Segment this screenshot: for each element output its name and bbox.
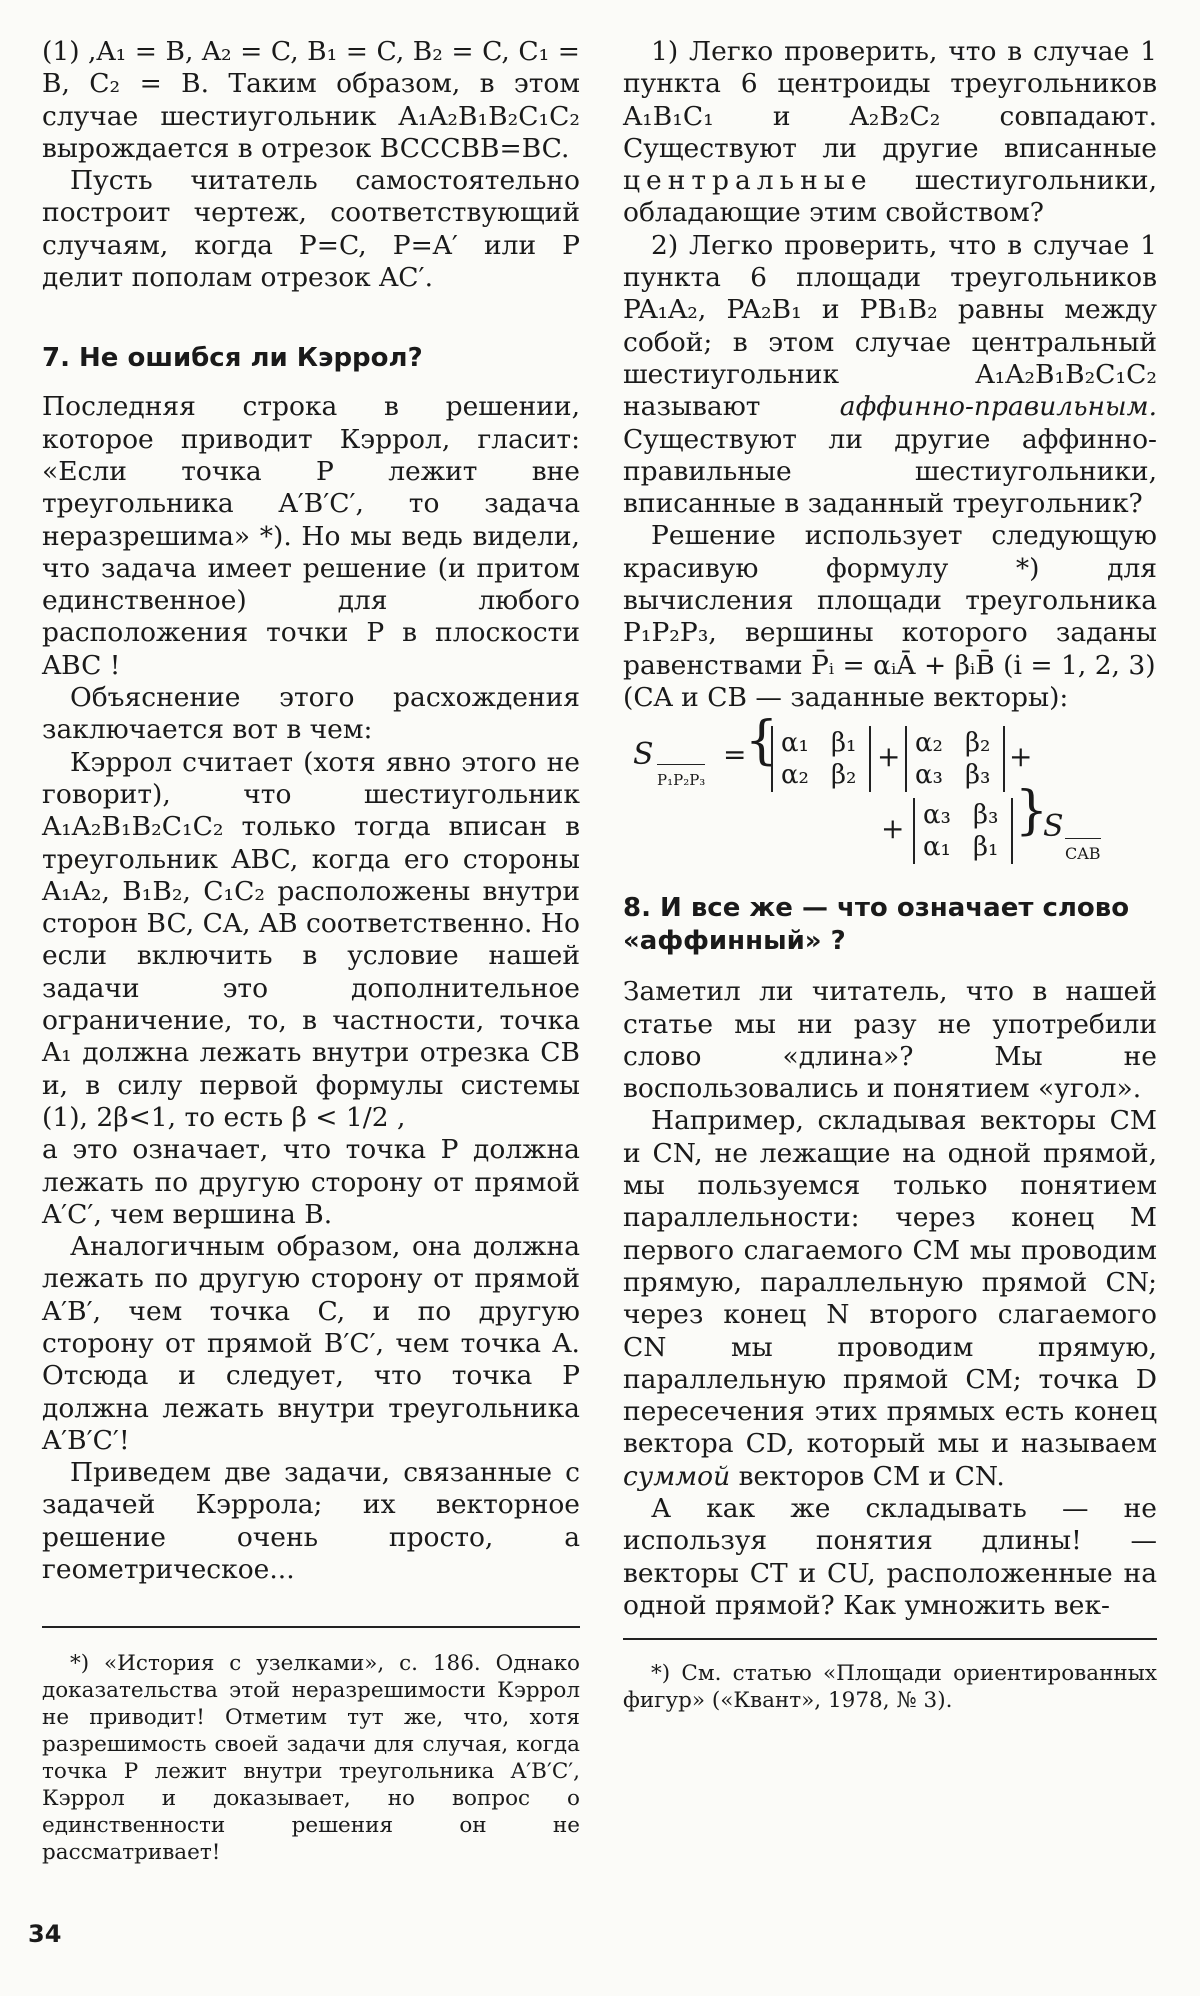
determinant-1: [771, 726, 871, 792]
paragraph-no-length: Заметил ли читатель, что в нашей статье мы ни разу не употребили слово «длина»? Мы не воспользовались и понятием «угол».: [623, 976, 1157, 1105]
question-1-text-b: шестиугольники, обладающие этим свойством?: [623, 165, 1157, 229]
footnote-right: [623, 1660, 1157, 1714]
det1-a: α₁: [781, 728, 809, 759]
paragraph-reader-exercise: Пусть читатель самостоятельно построит чертеж, соответствующий случаям, когда P=C, P=A′ или P делит пополам отрезок AC′.: [42, 165, 580, 294]
question-1: [623, 36, 1157, 230]
footnote-right-text: *) См. статью «Площади ориентированных фигур» («Квант», 1978, № 3).: [623, 1661, 1157, 1714]
det2-b: β₂: [965, 728, 991, 759]
formula-plus-1: +: [877, 740, 901, 774]
det3-b: β₃: [973, 800, 999, 831]
paragraph-analogous: Аналогичным образом, она должна лежать по другую сторону от прямой A′B′, чем точка C, и по другую сторону от прямой B′C′, чем точка A. Отсюда и следует, что точка P должна лежать внутри треугольника A′B′C′!: [42, 1231, 580, 1456]
formula-equals: =: [723, 738, 747, 772]
paragraph-carroll-claim: Последняя строка в решении, которое приводит Кэррол, гласит: «Если точка P лежит вне треугольника A′B′C′, то задача неразрешима» *). Но мы ведь видели, что задача имеет решение (и притом единственное) для любого расположения точки P в плоскости ABC !: [42, 391, 580, 681]
formula-lhs: S: [633, 737, 654, 773]
paragraph-given-vectors: (CA и CB — заданные векторы):: [623, 681, 1069, 713]
det2-a: α₂: [915, 728, 943, 759]
footnote-left-text: *) «История с узелками», с. 186. Однако доказательства этой неразрешимости Кэррол не приводит! Отметим тут же, что, хотя разрешимость своей задачи для случая, когда точка P лежит внутри треугольника A′B′C′, Кэррол и доказывает, но вопрос о единственности решения он не рассматривает!: [42, 1651, 580, 1866]
question-2: [623, 230, 1157, 521]
det1-d: β₂: [831, 760, 857, 791]
det2-c: α₃: [915, 760, 943, 791]
left-column: [42, 36, 580, 1866]
paragraph-case-formulas: (1) ,A₁ = B, A₂ = C, B₁ = C, B₂ = C, C₁ = B, C₂ = B. Таким образом, в этом случае шестиугольник A₁A₂B₁B₂C₁C₂ вырождается в отрезок BCCCBB=BC.: [42, 36, 580, 164]
vector-sum-text-a: Например, складывая векторы CM и CN, не лежащие на одной прямой, мы пользуемся только понятием параллельности: через конец M первого слагаемого CM мы проводим прямую, параллельную прямой CN; через конец N второго слагаемого CN мы проводим прямую, параллельную прямой CM; точка D пересечения этих прямых есть конец вектора CD, который мы и называем: [623, 1105, 1157, 1460]
det1-c: α₂: [781, 760, 809, 791]
question-2-text-a: 2) Легко проверить, что в случае 1 пункта 6 площади треугольников PA₁A₂, PA₂B₁ и PB₁B₂ равны между собой; в этом случае центральный шестиугольник A₁A₂B₁B₂C₁C₂ называют: [623, 229, 1157, 423]
area-formula: [623, 711, 1157, 866]
det3-a: α₃: [923, 800, 951, 831]
section-heading-7: 7. Не ошибся ли Кэррол?: [42, 343, 423, 374]
question-2-italic-term: аффинно-правильным.: [839, 391, 1157, 423]
paragraph-point-side: а это означает, что точка P должна лежать по другую сторону от прямой A′C′, чем вершина B.: [42, 1134, 580, 1230]
paragraph-two-problems: Приведем две задачи, связанные с задачей Кэррола; их векторное решение очень просто, а геометрическое...: [42, 1457, 580, 1586]
formula-plus-2: +: [1009, 740, 1033, 774]
paragraph-area-formula-intro: Решение использует следующую красивую формулу *) для вычисления площади треугольника P₁P₂P₃, вершины которого заданы равенствами P̄ᵢ = αᵢĀ + βᵢB̄ (i = 1, 2, 3): [623, 520, 1157, 681]
question-1-spaced-word: центральные: [623, 165, 873, 197]
det1-b: β₁: [831, 728, 857, 759]
section-heading-8: 8. И все же — что означает слово «аффинный» ?: [623, 893, 1130, 957]
vector-sum-italic-term: суммой: [623, 1460, 731, 1492]
formula-open-brace: {: [745, 711, 779, 772]
paragraph-explanation-intro: Объяснение этого расхождения заключается вот в чем:: [42, 682, 580, 746]
det2-d: β₃: [965, 760, 991, 791]
question-1-text-a: 1) Легко проверить, что в случае 1 пункта 6 центроиды треугольников A₁B₁C₁ и A₂B₂C₂ совпадают. Существуют ли другие вписанные: [623, 36, 1157, 164]
det3-c: α₁: [923, 832, 951, 863]
paragraph-collinear-question: А как же складывать — не используя понятия длины! — векторы CT и CU, расположенные на одной прямой? Как умножить век-: [623, 1492, 1157, 1621]
formula-rhs-subscript: CAB: [1065, 838, 1101, 869]
det3-d: β₁: [973, 832, 999, 863]
right-column: [623, 36, 1157, 1714]
vector-sum-text-b: векторов CM и CN.: [738, 1460, 1005, 1492]
page-number: 34: [28, 1920, 62, 1948]
formula-rhs: S: [1043, 809, 1064, 845]
formula-plus-3: +: [881, 812, 905, 846]
formula-lhs-subscript: P₁P₂P₃: [657, 764, 705, 795]
paragraph-vector-sum: [623, 1105, 1157, 1493]
footnote-left: [42, 1650, 580, 1866]
determinant-2: [905, 726, 1005, 792]
question-2-text-b: Существуют ли другие аффинно-правильные шестиугольники, вписанные в заданный треугольник?: [623, 423, 1157, 520]
formula-close-brace: }: [1015, 781, 1049, 842]
determinant-3: [913, 798, 1013, 864]
paragraph-carroll-assumption: Кэррол считает (хотя явно этого не говорит), что шестиугольник A₁A₂B₁B₂C₁C₂ только тогда вписан в треугольник ABC, когда его стороны A₁A₂, B₁B₂, C₁C₂ расположены внутри сторон BC, CA, AB соответственно. Но если включить в условие нашей задачи это дополнительное ограничение, то, в частности, точка A₁ должна лежать внутри отрезка CB и, в силу первой формулы системы (1), 2β<1, то есть β < 1/2 ,: [42, 746, 580, 1133]
